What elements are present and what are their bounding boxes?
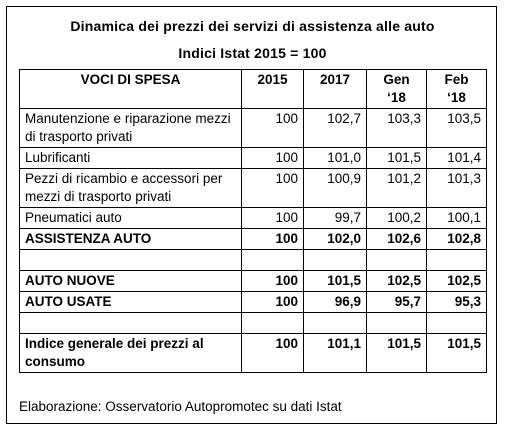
header-feb18-month: Feb	[444, 72, 469, 87]
table-row	[20, 148, 487, 169]
cell-gen18: 102,5	[367, 271, 427, 292]
header-gen18-month: Gen	[383, 72, 410, 87]
spacer-row	[20, 250, 487, 271]
header-item: VOCI DI SPESA	[20, 70, 242, 109]
cell-gen18: 102,6	[367, 229, 427, 250]
cell-2015: 100	[242, 208, 304, 229]
cell-gen18: 95,7	[367, 292, 427, 313]
cell-2017: 101,1	[304, 334, 367, 373]
cell-feb18: 101,5	[427, 334, 487, 373]
cell-feb18: 102,5	[427, 271, 487, 292]
header-row	[20, 70, 487, 109]
cell-2017: 102,7	[304, 109, 367, 148]
cell-gen18: 101,5	[367, 148, 427, 169]
table-row	[20, 271, 487, 292]
cell-feb18: 103,5	[427, 109, 487, 148]
table-row-total	[20, 229, 487, 250]
header-feb18	[427, 70, 487, 109]
row-label: AUTO NUOVE	[20, 271, 242, 292]
header-2015: 2015	[242, 70, 304, 109]
table-row	[20, 169, 487, 208]
table-row	[20, 334, 487, 373]
row-label: Pezzi di ricambio e accessori per mezzi di trasporto privati	[20, 169, 242, 208]
cell-2015: 100	[242, 334, 304, 373]
table-subtitle: Indici Istat 2015 = 100	[178, 45, 327, 61]
table-frame	[6, 6, 497, 424]
cell-2017: 101,5	[304, 271, 367, 292]
cell-2015: 100	[242, 292, 304, 313]
cell-2015: 100	[242, 229, 304, 250]
row-label: ASSISTENZA AUTO	[20, 229, 242, 250]
row-label: Pneumatici auto	[20, 208, 242, 229]
table-row	[20, 292, 487, 313]
cell-gen18: 100,2	[367, 208, 427, 229]
cell-2017: 96,9	[304, 292, 367, 313]
row-label: AUTO USATE	[20, 292, 242, 313]
cell-2015: 100	[242, 148, 304, 169]
cell-2017: 101,0	[304, 148, 367, 169]
cell-2015: 100	[242, 169, 304, 208]
spacer-row	[20, 313, 487, 334]
cell-2015: 100	[242, 271, 304, 292]
header-gen18-year: ‘18	[387, 90, 406, 105]
cell-feb18: 102,8	[427, 229, 487, 250]
cell-gen18: 103,3	[367, 109, 427, 148]
table-title: Dinamica dei prezzi dei servizi di assistenza alle auto	[70, 18, 435, 34]
cell-2015: 100	[242, 109, 304, 148]
cell-gen18: 101,5	[367, 334, 427, 373]
price-index-table	[19, 69, 487, 373]
row-label: Manutenzione e riparazione mezzi di trasporto privati	[20, 109, 242, 148]
cell-feb18: 101,4	[427, 148, 487, 169]
table-row	[20, 109, 487, 148]
row-label: Lubrificanti	[20, 148, 242, 169]
table-row	[20, 208, 487, 229]
cell-feb18: 101,3	[427, 169, 487, 208]
cell-2017: 102,0	[304, 229, 367, 250]
row-label: Indice generale dei prezzi al consumo	[20, 334, 242, 373]
cell-feb18: 100,1	[427, 208, 487, 229]
header-feb18-year: ‘18	[447, 90, 466, 105]
cell-2017: 99,7	[304, 208, 367, 229]
header-2017: 2017	[304, 70, 367, 109]
source-note: Elaborazione: Osservatorio Autopromotec su dati Istat	[19, 399, 342, 414]
header-gen18	[367, 70, 427, 109]
cell-gen18: 101,2	[367, 169, 427, 208]
cell-feb18: 95,3	[427, 292, 487, 313]
cell-2017: 100,9	[304, 169, 367, 208]
